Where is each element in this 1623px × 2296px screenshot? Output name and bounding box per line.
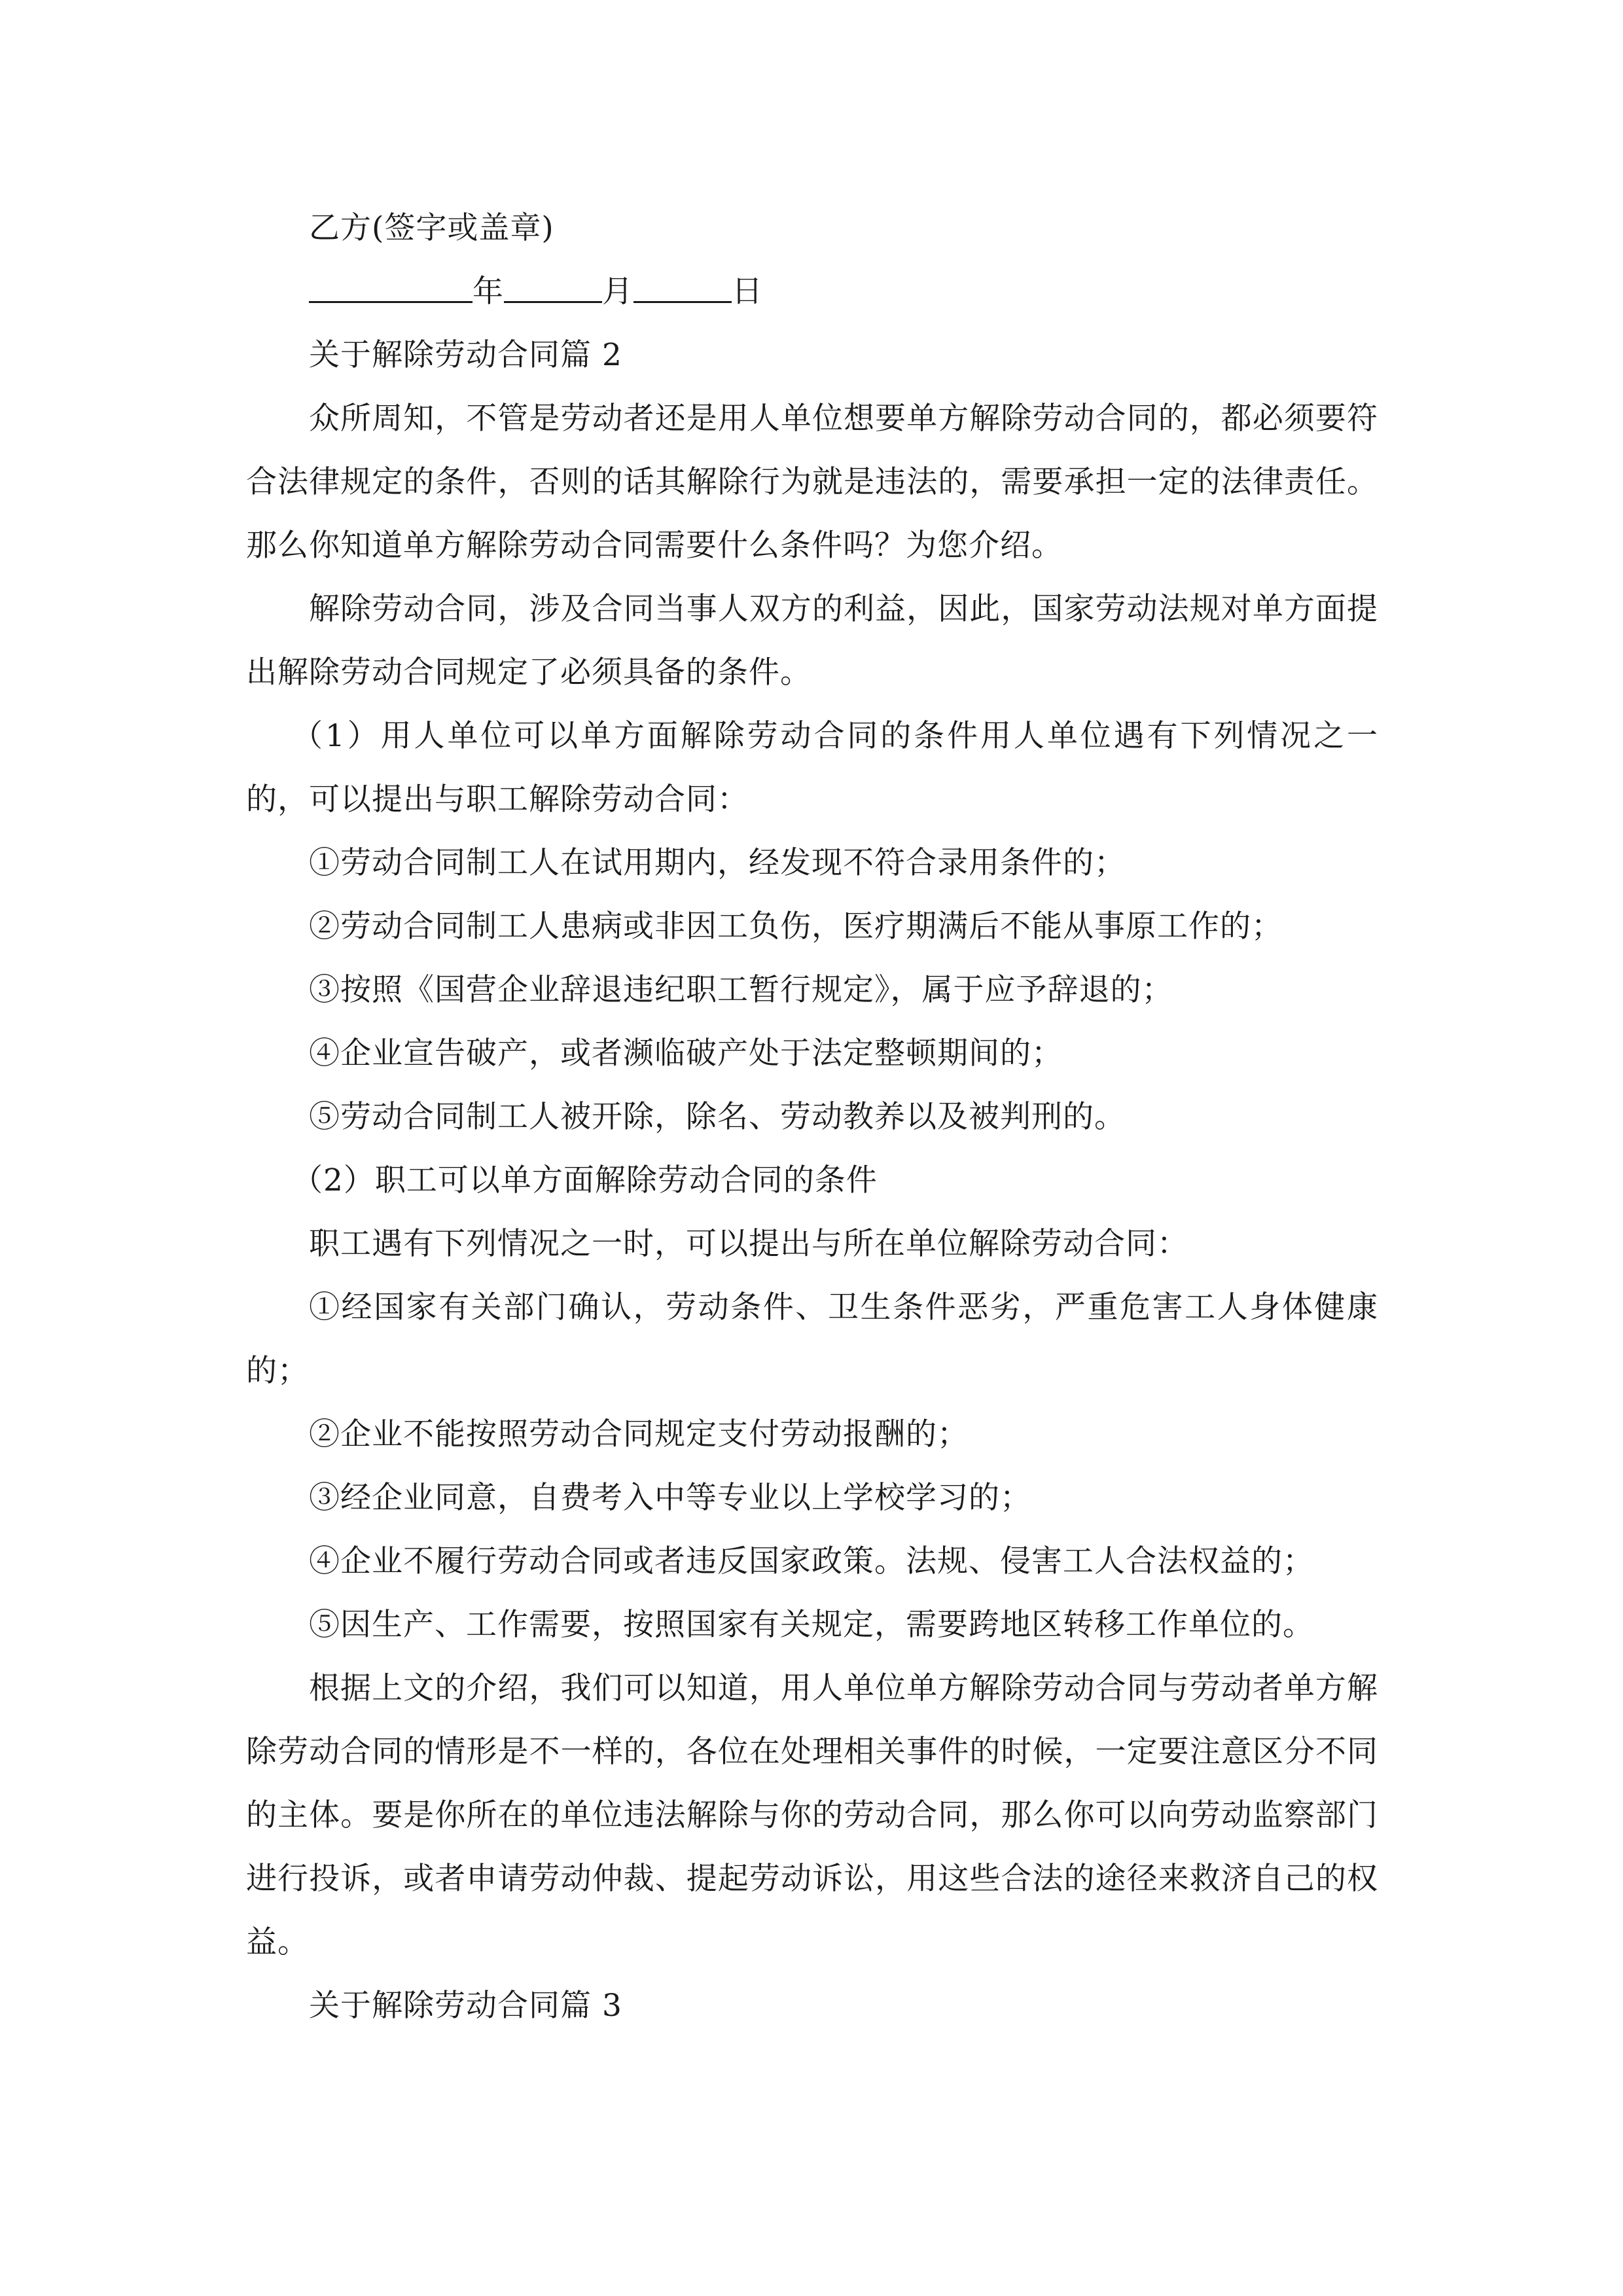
list-item: ④企业宣告破产，或者濒临破产处于法定整顿期间的； (309, 1035, 1063, 1071)
date-line (246, 260, 1378, 323)
paragraph-employer-conditions: （1）用人单位可以单方面解除劳动合同的条件用人单位遇有下列情况之一的，可以提出与职工解除劳动合同： (246, 718, 1378, 817)
year-label: 年 (473, 274, 504, 310)
day-label: 日 (732, 274, 763, 310)
paragraph-intro: 众所周知，不管是劳动者还是用人单位想要单方解除劳动合同的，都必须要符合法律规定的条件，否则的话其解除行为就是违法的，需要承担一定的法律责任。那么你知道单方解除劳动合同需要什么条件吗？为您介绍。 (246, 401, 1378, 564)
section-heading-3: 关于解除劳动合同篇 3 (309, 1988, 622, 2024)
paragraph-employee-intro: 职工遇有下列情况之一时，可以提出与所在单位解除劳动合同： (309, 1226, 1188, 1262)
list-item: ②劳动合同制工人患病或非因工负伤，医疗期满后不能从事原工作的； (309, 908, 1283, 944)
month-blank (504, 274, 602, 303)
list-item: ①劳动合同制工人在试用期内，经发现不符合录用条件的； (309, 845, 1126, 881)
list-item: ③经企业同意，自费考入中等专业以上学校学习的； (309, 1480, 1031, 1516)
list-item: ⑤劳动合同制工人被开除，除名、劳动教养以及被判刑的。 (309, 1099, 1126, 1135)
month-label: 月 (602, 274, 633, 310)
list-item: ①经国家有关部门确认，劳动条件、卫生条件恶劣，严重危害工人身体健康的； (246, 1289, 1378, 1389)
list-item: ②企业不能按照劳动合同规定支付劳动报酬的； (309, 1416, 969, 1452)
paragraph-conclusion: 根据上文的介绍，我们可以知道，用人单位单方解除劳动合同与劳动者单方解除劳动合同的情形是不一样的，各位在处理相关事件的时候，一定要注意区分不同的主体。要是你所在的单位违法解除与你的劳动合同，那么你可以向劳动监察部门进行投诉，或者申请劳动仲裁、提起劳动诉讼，用这些合法的途径来救济自己的权益。 (246, 1670, 1378, 1960)
signature-line: 乙方(签字或盖章) (309, 210, 554, 246)
paragraph-employee-conditions: （2）职工可以单方面解除劳动合同的条件 (292, 1162, 878, 1198)
year-blank (309, 274, 473, 303)
section-heading-2: 关于解除劳动合同篇 2 (309, 337, 622, 373)
list-item: ③按照《国营企业辞退违纪职工暂行规定》，属于应予辞退的； (309, 972, 1173, 1008)
list-item: ④企业不履行劳动合同或者违反国家政策。法规、侵害工人合法权益的； (309, 1543, 1314, 1579)
day-blank (633, 274, 732, 303)
list-item: ⑤因生产、工作需要，按照国家有关规定，需要跨地区转移工作单位的。 (309, 1607, 1314, 1643)
paragraph-overview: 解除劳动合同，涉及合同当事人双方的利益，因此，国家劳动法规对单方面提出解除劳动合同规定了必须具备的条件。 (246, 591, 1378, 691)
document-page (246, 196, 1378, 2037)
